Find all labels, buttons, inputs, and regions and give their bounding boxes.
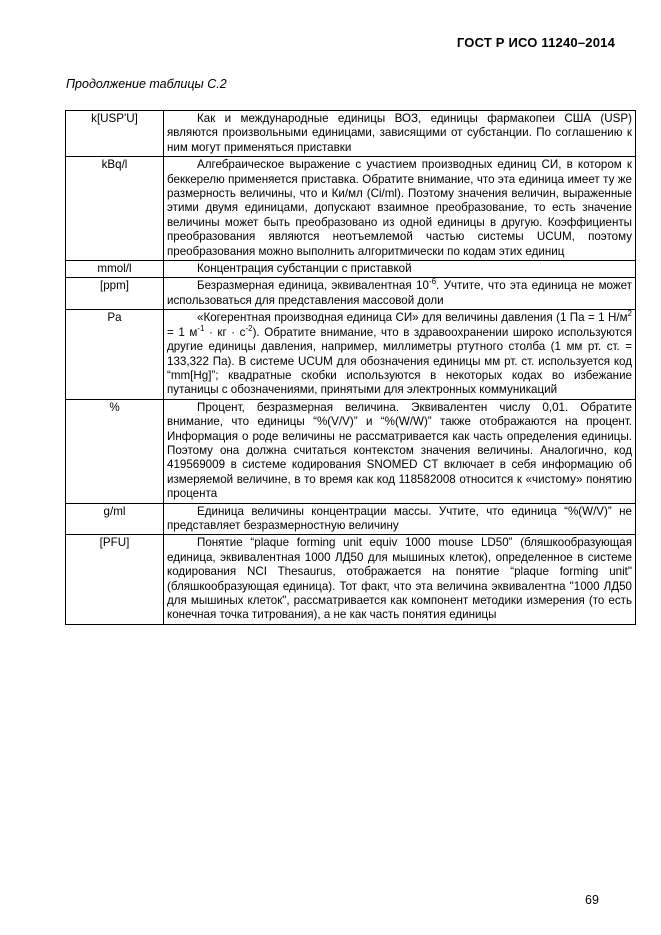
unit-cell: [ppm] <box>66 278 164 310</box>
page-number: 69 <box>585 893 599 907</box>
table-row <box>66 278 636 310</box>
exponent: -1 <box>197 323 205 333</box>
unit-cell: mmol/l <box>66 261 164 278</box>
description-text: ). Обратите внимание, что в здравоохранении широко используются другие единицы давления, например, миллиметры ртутного столба (1 мм рт. ст. = 133,322 Па). В системе UCUM для обозначения единицы мм рт. ст. используется код “mm[Hg]”; квадратные скобки используются в некоторых кодах во избежание путаницы с обозначениями, принятыми для электронных коммуникаций <box>167 325 632 397</box>
standard-designation: ГОСТ Р ИСО 11240–2014 <box>456 35 615 50</box>
table-row <box>66 399 636 503</box>
units-table <box>65 110 636 625</box>
table-row <box>66 157 636 261</box>
description-text: Безразмерная единица, эквивалентная 10 <box>197 279 429 293</box>
description-text: . Учтите, что эта единица не может использоваться для представления массовой доли <box>167 279 632 307</box>
unit-cell: % <box>66 399 164 503</box>
unit-cell: Pa <box>66 310 164 399</box>
description-cell <box>164 278 636 310</box>
unit-cell: [PFU] <box>66 535 164 624</box>
description-cell: Понятие “plaque forming unit equiv 1000 mouse LD50” (бляшкообразующая единица, эквивалентная 1000 ЛД50 для мышиных клеток), определенное в системе кодирования NCI Thesaurus, отображается на понятие “plaque forming unit" (бляшкообразующая единица). Тот факт, что эта величина эквивалентна "1000 ЛД50 для мышиных клеток", рассматривается как компонент методики измерения (то есть конечная точка титрования), а не как часть понятия единицы <box>164 535 636 624</box>
description-cell: Как и международные единицы ВОЗ, единицы фармакопеи США (USP) являются произвольными единицами, зависящими от субстанции. По соглашению к ним могут применяться приставки <box>164 111 636 157</box>
table-row <box>66 261 636 278</box>
description-text: = 1 м <box>167 325 198 339</box>
unit-cell: kBq/l <box>66 157 164 261</box>
table-row <box>66 503 636 535</box>
unit-cell: g/ml <box>66 503 164 535</box>
description-text: · кг · с <box>204 325 246 339</box>
unit-cell: k[USP'U] <box>66 111 164 157</box>
description-cell <box>164 310 636 399</box>
table-row <box>66 535 636 624</box>
exponent: -2 <box>245 323 253 333</box>
exponent: -6 <box>428 277 437 287</box>
table-row <box>66 111 636 157</box>
description-cell: Концентрация субстанции с приставкой <box>164 261 636 278</box>
description-cell: Единица величины концентрации массы. Учтите, что единица “%(W/V)” не представляет безразмерностную величину <box>164 503 636 535</box>
description-cell: Процент, безразмерная величина. Эквивалентен числу 0,01. Обратите внимание, что единицы “%(V/V)” и “%(W/W)” также отображаются на процент. Информация о роде величины не рассматривается как часть определения единицы. Поэтому она должна считаться контекстом значения величины. Аналогично, код 419569009 в системе кодирования SNOMED CT включает в себя информацию об измеряемой величине, в то время как код 118582008 относится к «чистому» понятию процента <box>164 399 636 503</box>
table-row <box>66 310 636 399</box>
description-text: «Когерентная производная единица СИ» для величины давления (1 Па = 1 Н/м <box>197 311 628 325</box>
table-caption: Продолжение таблицы С.2 <box>66 77 227 91</box>
description-cell: Алгебраическое выражение с участием производных единиц СИ, в котором к беккерелю применяется приставка. Обратите внимание, что эта единица имеет ту же размерность величины, что и Ки/мл (Ci/ml). Поэтому значения величин, выраженные этими двумя единицами, допускают взаимное преобразование, то есть значение величины может быть преобразовано из одной единицы в другую. Коэффициенты преобразования являются неотъемлемой частью системы UCUM, поэтому преобразования можно выполнить алгоритмически по кодам этих единиц <box>164 157 636 261</box>
exponent: 2 <box>627 309 632 319</box>
